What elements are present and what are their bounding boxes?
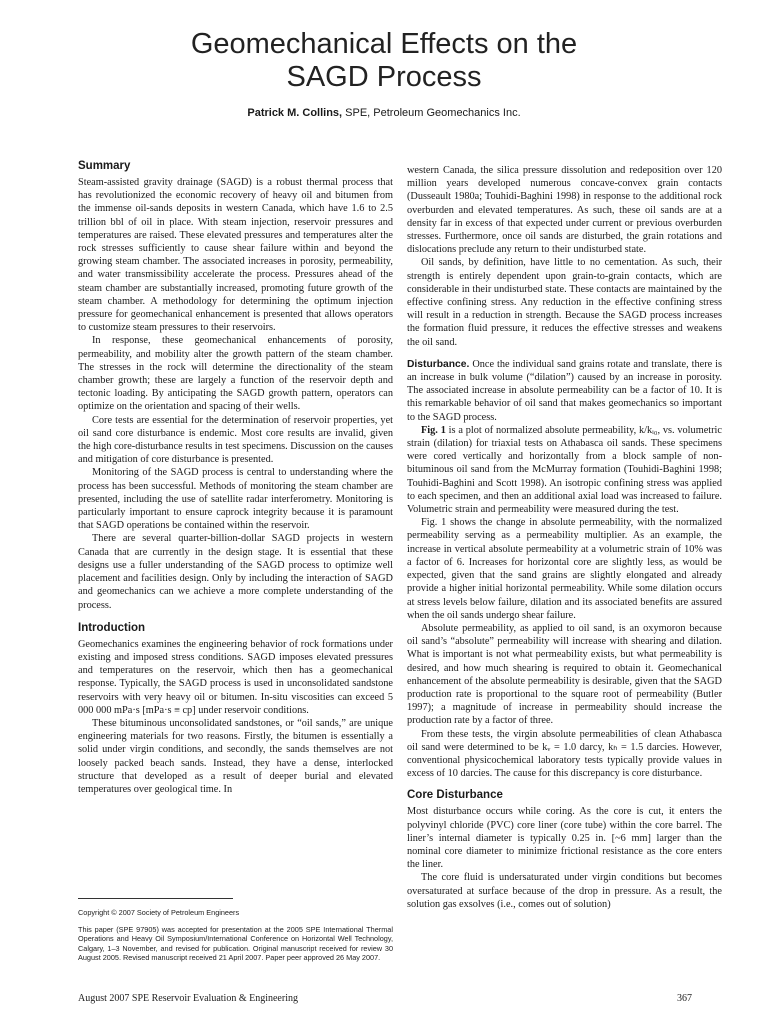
summary-paragraph: In response, these geomechanical enhancements of porosity, permeability, and mobility alter the growth pattern of the steam chamber. The stresses in the rock will determine the directionality of the steam chamber growth; these are largely a function of the reservoir depth and tectonic loading. By anticipating the SAGD growth pattern, operators can optimize on the orientation and spacing of their wells. (78, 335, 393, 413)
author-name: Patrick M. Collins, (247, 107, 343, 119)
body-paragraph: From these tests, the virgin absolute permeabilities of clean Athabasca oil sand were determined to be kᵥ = 1.0 darcy, kₕ = 1.5 darcies. However, conventional physicochemical laboratory tests typically provide values in excess of 10 darcies. The cause for this discrepancy is core disturbance. (407, 728, 722, 780)
page-number: 367 (677, 993, 692, 1004)
right-column (407, 164, 722, 911)
journal-footer: August 2007 SPE Reservoir Evaluation & Engineering (78, 993, 298, 1004)
disturbance-paragraph (407, 358, 722, 424)
figure-reference-paragraph (407, 424, 722, 516)
intro-paragraph: These bituminous unconsolidated sandstones, or “oil sands,” are unique engineering materials for two reasons. Firstly, the bitumen is essentially a solid under virgin conditions, and secondly, the sands themselves are not loosely packed beach sands. Instead, they have a dense, interlocked structure that developed as a result of deeper burial and elevated temperatures over geological time. In (78, 717, 393, 795)
body-paragraph: Oil sands, by definition, have little to no cementation. As such, their strength is entirely dependent upon grain-to-grain contacts, which are considerable in their undisturbed state. These contacts are maintained by the effective confining stress. Any reduction in the effective confining stress will result in a reduction in strength. Because the SAGD process increases the formation fluid pressure, it reduces the effective stresses and weakens the oil sand. (407, 257, 722, 348)
author-affiliation: SPE, Petroleum Geomechanics Inc. (345, 107, 521, 119)
figure-reference-text: is a plot of normalized absolute permeability, k/kᵢ₀, vs. volumetric strain (dilation) for triaxial tests on Athabasca oil sands. These specimens were cored vertically and horizontally from a block sample of non-bituminous oil sand from the McMurray formation (Touhidi-Baghini 1998; Touhidi-Baghini and Scott 1998). An isotropic confining stress was applied to each specimen, and then an additional axial load was increased to failure. Volumetric strain and permeability were measured during the test. (407, 424, 722, 516)
summary-paragraph: Monitoring of the SAGD process is central to understanding where the process has been successful. Methods of monitoring the steam chamber are presented, including the use of satellite radar interferometry. Monitoring is particularly important to ensure caprock integrity because it is paramount that SAGD operations be contained within the reservoir. (78, 467, 393, 532)
paper-history-footnote: This paper (SPE 97905) was accepted for presentation at the 2005 SPE International Thermal Operations and Heavy Oil Symposium/International Conference on Horizontal Well Technology, Calgary, 1–3 November, and revised for publication. Original manuscript received for review 30 August 2005. Revised manuscript received 21 April 2007. Paper peer approved 26 May 2007. (78, 925, 393, 963)
title-line-2: SAGD Process (286, 61, 482, 93)
body-paragraph: Absolute permeability, as applied to oil sand, is an oxymoron because oil sand’s “absolute” permeability will increase with shearing and dilation. What is important is not what permeability exists, but what permeability is desired, and how much shearing is required to obtain it. Geomechanical enhancement of the absolute permeability is desirable, given that the SAGD production rate is proportional to the square root of permeability (Butler 1997); a magnitude of increase in permeability should increase the production rate by a factor of three. (407, 622, 722, 727)
summary-paragraph: There are several quarter-billion-dollar SAGD projects in western Canada that are currently in the design stage. It is essential that these designs use a fuller understanding of the SAGD process to optimize well placement and facilities design. Only by including the interaction of SAGD and geomechanics can we achieve a more complete understanding of the process. (78, 533, 393, 611)
summary-paragraph: Steam-assisted gravity drainage (SAGD) is a robust thermal process that has revolutionized the economic recovery of heavy oil and bitumen from the immense oil-sands deposits in western Canada, which have 1.6 to 2.5 trillion bbl of oil in place. With steam injection, reservoir pressures and temperatures are raised. These elevated pressures and temperatures alter the rock stresses sufficiently to cause shear failure within and beyond the growing steam chamber. The associated increases in porosity, permeability, and water transmissibility accelerate the process. Pressures ahead of the steam chamber are substantially increased, promoting future growth of the steam chamber. A methodology for determining the optimum injection pressure for geomechanical enhancement is presented that allows operators to customize steam pressures to their reservoirs. (78, 177, 393, 334)
body-paragraph: Fig. 1 shows the change in absolute permeability, with the normalized permeability serving as a permeability multiplier. As an example, the increase in vertical absolute permeability at a volumetric strain of 10% was a factor of 6. Increases for horizontal core are slightly less, as would be expected, given that the sand grains are slightly elongated and already provide a higher initial horizontal permeability. While some dilation occurs at stress levels below failure, dilation and its associated benefits are assured when the oil sands undergo shear failure. (407, 517, 722, 621)
intro-paragraph: Geomechanics examines the engineering behavior of rock formations under existing and imposed stress conditions. SAGD imposes elevated pressures and temperatures on the reservoir, which then has a geomechanical response. Typically, the SAGD process is used in unconsolidated sandstone reservoirs with very heavy oil or bitumen. In-situ viscosities can exceed 5 000 000 mPa·s [mPa·s ≡ cp] under reservoir conditions. (78, 638, 393, 716)
introduction-heading: Introduction (78, 621, 146, 634)
copyright-footnote: Copyright © 2007 Society of Petroleum Engineers (78, 908, 240, 917)
body-paragraph: The core fluid is undersaturated under virgin conditions but becomes oversaturated at surface because of the drop in pressure. As a result, the solution gas exsolves (i.e., comes out of solution) (407, 872, 722, 910)
figure-1-reference: Fig. 1 (421, 424, 446, 436)
summary-paragraph: Core tests are essential for the determination of reservoir properties, yet oil sand core disturbance is endemic. Most core results are invalid, given the high core-disturbance results in test specimens. Discussion on the causes and mitigation of core disturbance is presented. (78, 414, 393, 466)
title-line-1: Geomechanical Effects on the (190, 28, 578, 60)
byline (0, 107, 768, 119)
summary-heading: Summary (78, 160, 131, 172)
footnote-divider (78, 898, 233, 899)
body-paragraph: Most disturbance occurs while coring. As the core is cut, it enters the polyvinyl chloride (PVC) core liner (core tube) within the core barrel. The liner’s internal diameter is typically 0.25 in. [~6 mm] larger than the nominal core diameter to minimize frictional resistance as the core enters the liner. (407, 806, 722, 871)
core-disturbance-heading: Core Disturbance (407, 789, 503, 802)
disturbance-text: Once the individual sand grains rotate and translate, there is an increase in bulk volume (“dilation”) caused by an increase in porosity. The associated increase in absolute permeability can be a factor of 10. It is this remarkable behavior of oil sand that makes geomechanics so important to the SAGD process. (407, 358, 722, 423)
left-column (78, 160, 393, 796)
disturbance-runin-heading: Disturbance. (407, 358, 470, 370)
paper-title (0, 28, 768, 94)
body-paragraph: western Canada, the silica pressure dissolution and redeposition over 120 million years developed numerous concave-convex grain contacts (Dusseault 1980a; Touhidi-Baghini 1998) in response to the additional rock overburden and elevated temperatures. As such, these oil sands are at a density far in excess of that expected under current or previous overburden stresses. Furthermore, once oil sands are disturbed, the grain rotations and dislocations preclude any return to their undisturbed state. (407, 165, 722, 256)
